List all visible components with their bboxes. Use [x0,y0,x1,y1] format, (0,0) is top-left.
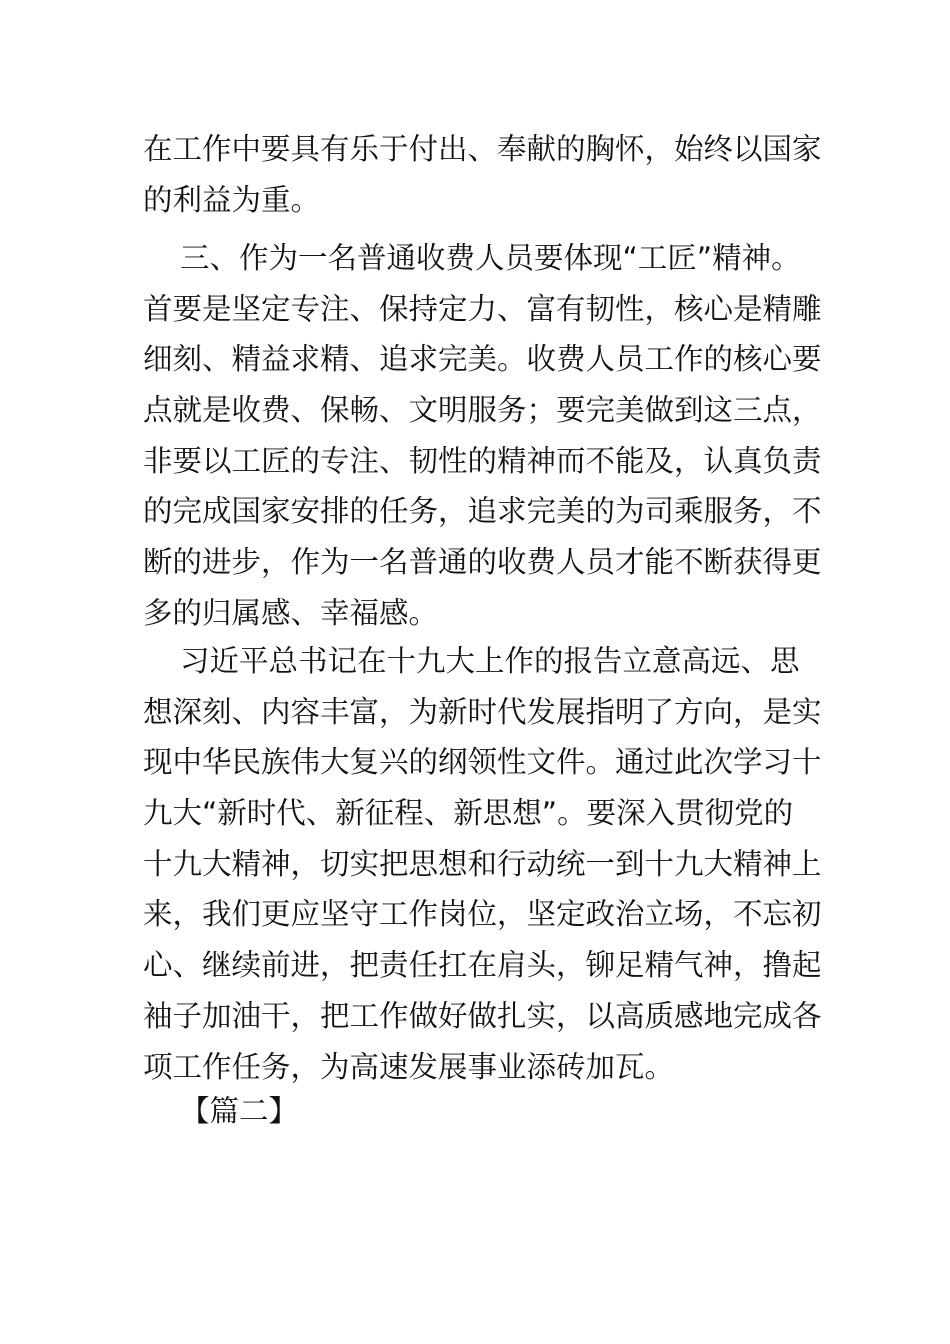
paragraph-3 [143,636,822,1092]
paragraph-1 [143,124,822,225]
paragraph-line: 来，我们更应坚守工作岗位，坚定政治立场，不忘初 [143,897,822,932]
paragraph-line: 袖子加油干，把工作做好做扎实，以高质感地完成各 [143,998,822,1033]
section-heading [143,1086,807,1137]
paragraph-line: 断的进步，作为一名普通的收费人员才能不断获得更 [143,545,822,580]
paragraph-line: 习近平总书记在十九大上作的报告立意高远、思 [180,644,800,678]
paragraph-line: 项工作任务，为高速发展事业添砖加瓦。 [143,1049,675,1084]
paragraph-line: 想深刻、内容丰富，为新时代发展指明了方向，是实 [143,694,822,729]
paragraph-line: 细刻、精益求精、追求完美。收费人员工作的核心要 [143,342,822,377]
paragraph-line: 现中华民族伟大复兴的纲领性文件。通过此次学习十 [143,745,822,780]
paragraph-line: 非要以工匠的专注、韧性的精神而不能及，认真负责 [143,443,822,478]
paragraph-line: 的利益为重。 [143,182,321,217]
paragraph-line: 十九大精神，切实把思想和行动统一到十九大精神上 [143,846,822,881]
paragraph-line: 多的归属感、幸福感。 [143,595,439,630]
paragraph-line: 九大“新时代、新征程、新思想”。要深入贯彻党的 [143,796,794,831]
section-heading-label: 【篇二】 [180,1094,299,1128]
paragraph-line: 点就是收费、保畅、文明服务；要完美做到这三点， [143,393,822,428]
paragraph-line: 在工作中要具有乐于付出、奉献的胸怀，始终以国家 [143,132,822,166]
paragraph-line: 三、作为一名普通收费人员要体现“工匠”精神。 [180,241,801,275]
paragraph-line: 的完成国家安排的任务，追求完美的为司乘服务，不 [143,494,822,529]
paragraph-line: 心、继续前进，把责任扛在肩头，铆足精气神，撸起 [143,948,822,983]
paragraph-line: 首要是坚定专注、保持定力、富有韧性，核心是精雕 [143,291,822,326]
paragraph-2 [143,233,822,639]
